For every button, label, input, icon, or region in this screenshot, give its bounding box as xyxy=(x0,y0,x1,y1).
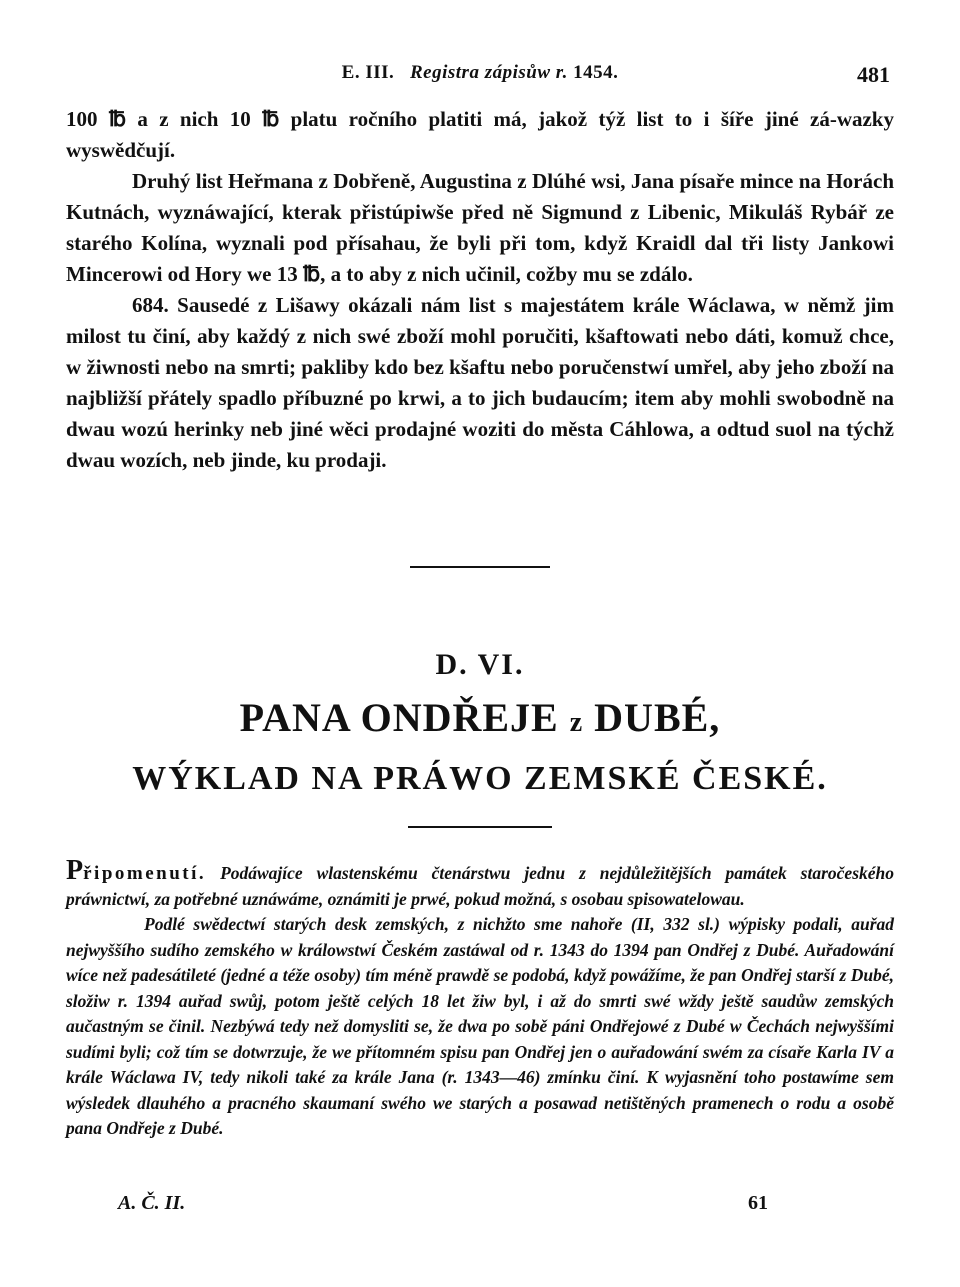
section-number: D. VI. xyxy=(435,648,525,681)
paragraph-druhy-list: Druhý list Heřmana z Dobřeně, Augustina z Dlúhé wsi, Jana písaře mince na Horách Kutnách, wyznáwající, kterak přistúpiwše před ně Sigmund z Libenic, Mikuláš Rybář ze starého Kolína, wyznali pod přísahau, že byli při tom, když Kraidl dal tři listy Jankowi Mincerowi od Hory we 13 ℔, a to aby z nich učinil, cožby mu se zdálo. xyxy=(66,169,894,286)
signature-mark: A. Č. II. xyxy=(118,1192,186,1214)
running-head-title xyxy=(0,62,960,84)
sheet-number: 61 xyxy=(748,1192,768,1214)
notes-body xyxy=(66,912,894,1142)
section-subtitle: WÝKLAD NA PRÁWO ZEMSKÉ ČESKÉ. xyxy=(132,760,828,797)
notes-lead-initial: P xyxy=(66,855,84,886)
body-text xyxy=(66,104,894,476)
notes-intro-text: Podáwajíce wlastenskému čtenárstwu jednu z nejdůležitějších památek staročeského práwnictwí, za potřebné uznáwáme, oznámiti je prwé, pokud možná, s osobau spisowatelowau. xyxy=(66,863,894,909)
header-section: E. III. xyxy=(341,62,395,83)
paragraph-continuation: 100 ℔ a z nich 10 ℔ platu ročního platiti má, jakož týž list to i šíře jiné zá-wazky wyswědčují. xyxy=(66,107,894,162)
divider-rule-bottom xyxy=(408,826,552,828)
header-title: Registra zápisůw r. xyxy=(410,62,568,83)
notes-lead xyxy=(66,855,207,886)
divider-rule-top xyxy=(410,566,550,568)
notes-lead-rest: řipomenutí. xyxy=(83,863,207,884)
page-footer xyxy=(0,1192,960,1222)
section-title xyxy=(0,694,960,741)
running-head xyxy=(0,62,960,92)
title-part-z: z xyxy=(569,707,584,738)
notes-block xyxy=(66,855,894,1142)
notes-intro xyxy=(66,855,894,912)
notes-body-text: Podlé swědectwí starých desk zemských, z nichžto sme nahoře (II, 332 sl.) wýpisky podali, auřad nejwyššího sudího zemského w králowstwí Českém zastáwal od r. 1343 do 1394 pan Ondřej z Dubé. Auřadowání wíce než padesátileté (jedné a téže osoby) tím méně prawdě se podobá, když powážíme, že pan Ondřej starší z Dubé, složiw r. 1394 auřad swůj, potom ještě celých 18 let žiw byl, i až do smrti swé wždy ještě saudůw zemských aučastným se činil. Nezbýwá tedy než domysliti se, že dwa po sobě páni Ondřejowé z Dubé w Čechách nejwyššími sudími byli; což tím se dotwrzuje, že we přítomném spisu pan Ondřej jen o auřadowání swém za císaře Karla IV a krále Wáclawa IV, tedy nikoli také za krále Jana (r. 1343—46) zmínku činí. K wyjasnění toho postawíme sem wýsledek dlauhého a pracného skaumaní swého we starých a posawad netištěných pramenech o rodu a osobě pana Ondřeje z Dubé. xyxy=(66,914,894,1138)
title-part-a: PANA ONDŘEJE xyxy=(239,695,559,740)
paragraph-684: 684. Sausedé z Lišawy okázali nám list s majestátem krále Wáclawa, w němž jim milost tu činí, aby každý z nich swé zboží mohl poručiti, kšaftowati nebo dáti, komuž chce, w žiwnosti nebo na smrti; pakliby kdo bez kšaftu nebo poručenstwí umřel, aby jeho zboží na najbližší přátely spadlo příbuzné po krwi, a to jich budaucím; item aby mohli swobodně na dwau wozú herinky neb jiné wěci prodajné woziti do města Cáhlowa, a odtud suol na týchž dwau wozích, neb jinde, ku prodaji. xyxy=(66,293,894,472)
title-part-b: DUBÉ, xyxy=(594,695,721,740)
header-year: 1454. xyxy=(573,62,619,83)
page-number: 481 xyxy=(857,62,890,87)
